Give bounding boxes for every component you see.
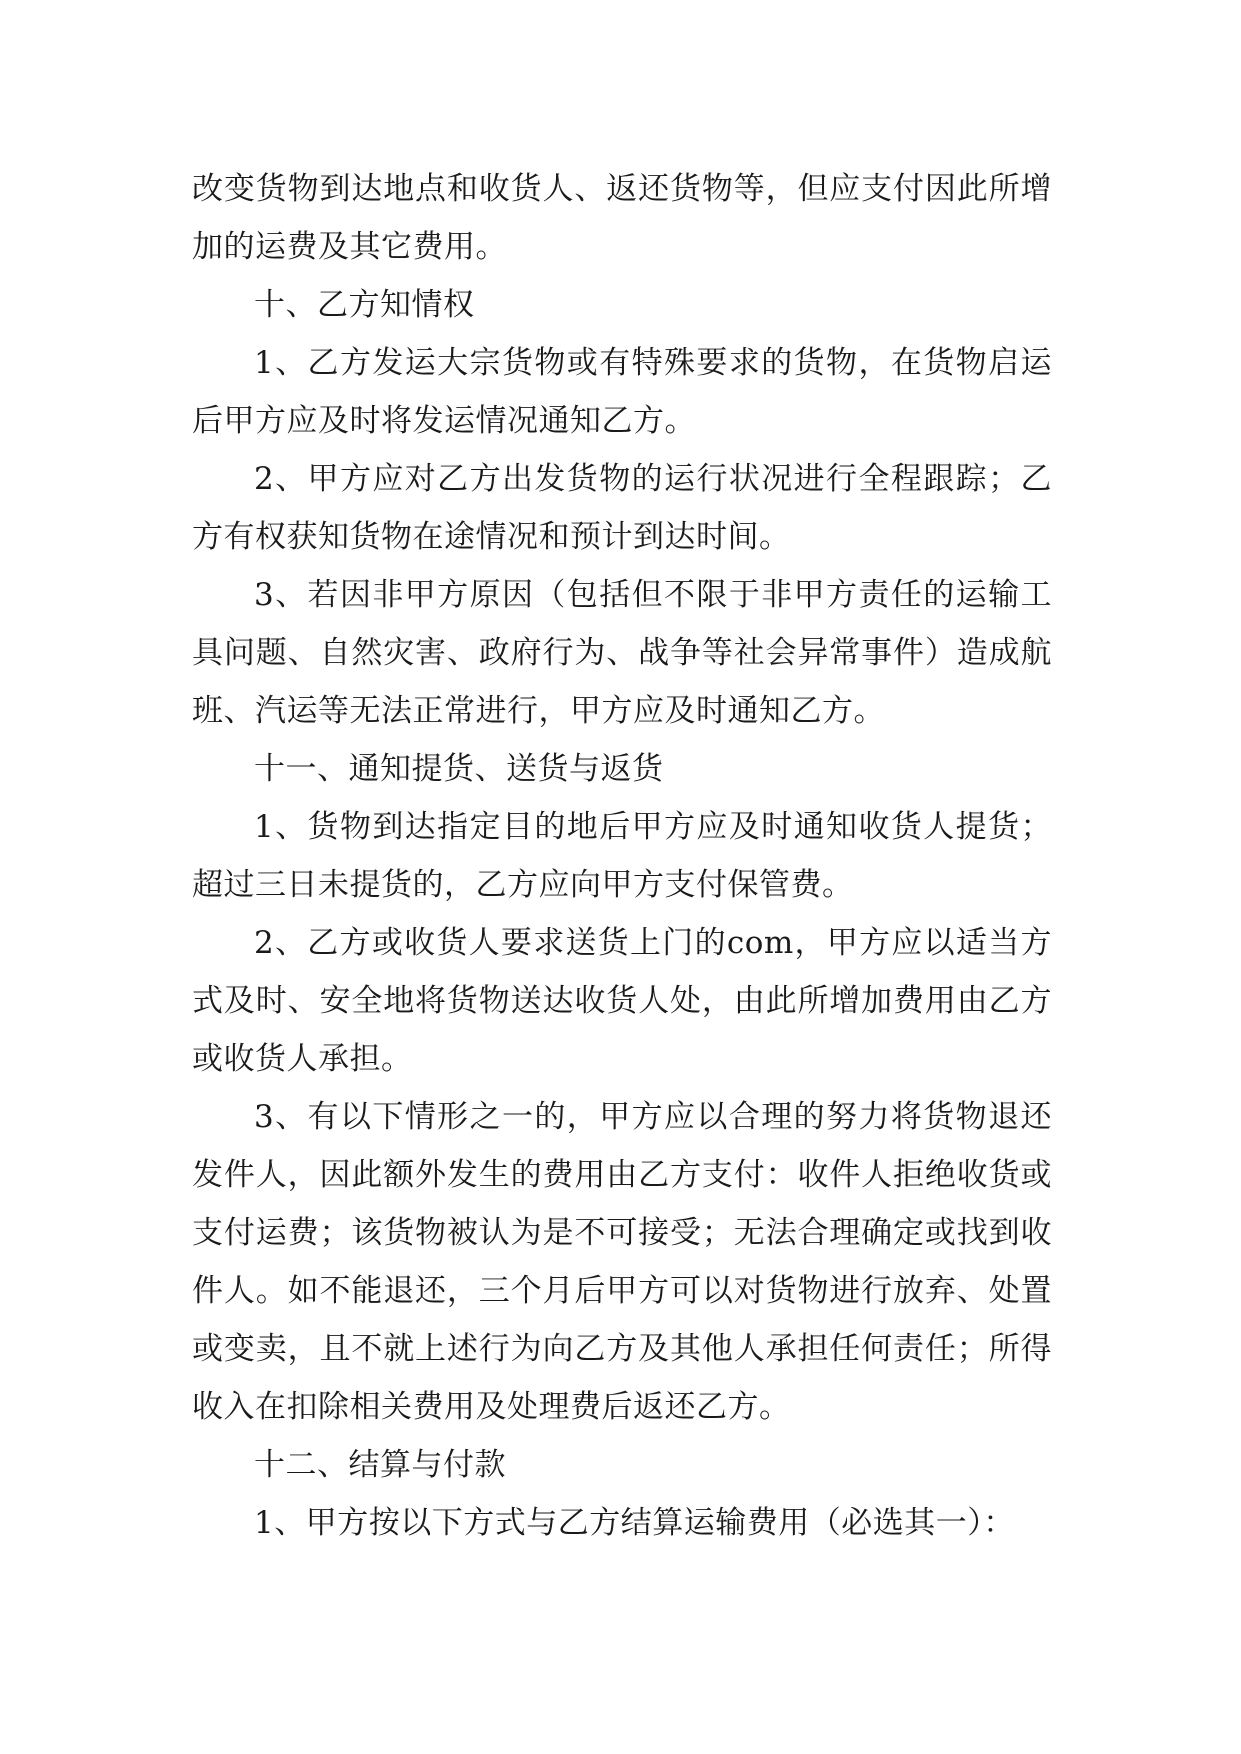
paragraph-11-3: 3、有以下情形之一的，甲方应以合理的努力将货物退还发件人，因此额外发生的费用由乙方支付：收件人拒绝收货或支付运费；该货物被认为是不可接受；无法合理确定或找到收件人。如不能退还，三个月后甲方可以对货物进行放弃、处置或变卖，且不就上述行为向乙方及其他人承担任何责任；所得收入在扣除相关费用及处理费后返还乙方。 (192, 1099, 1052, 1425)
paragraph-11-2: 2、乙方或收货人要求送货上门的com，甲方应以适当方式及时、安全地将货物送达收货人处，由此所增加费用由乙方或收货人承担。 (192, 925, 1052, 1077)
paragraph-10-3: 3、若因非甲方原因（包括但不限于非甲方责任的运输工具问题、自然灾害、政府行为、战争等社会异常事件）造成航班、汽运等无法正常进行，甲方应及时通知乙方。 (192, 577, 1052, 729)
document-body (192, 160, 1052, 1552)
section-heading-10: 十、乙方知情权 (254, 287, 475, 323)
section-heading-11: 十一、通知提货、送货与返货 (254, 751, 664, 787)
paragraph-10-2: 2、甲方应对乙方出发货物的运行状况进行全程跟踪；乙方有权获知货物在途情况和预计到达时间。 (192, 461, 1052, 555)
paragraph-10-1: 1、乙方发运大宗货物或有特殊要求的货物，在货物启运后甲方应及时将发运情况通知乙方。 (192, 345, 1052, 439)
section-heading-12: 十二、结算与付款 (254, 1447, 506, 1483)
paragraph-continuation: 改变货物到达地点和收货人、返还货物等，但应支付因此所增加的运费及其它费用。 (192, 171, 1052, 265)
paragraph-12-1: 1、甲方按以下方式与乙方结算运输费用（必选其一）： (254, 1505, 1015, 1541)
paragraph-11-1: 1、货物到达指定目的地后甲方应及时通知收货人提货；超过三日未提货的，乙方应向甲方支付保管费。 (192, 809, 1052, 903)
